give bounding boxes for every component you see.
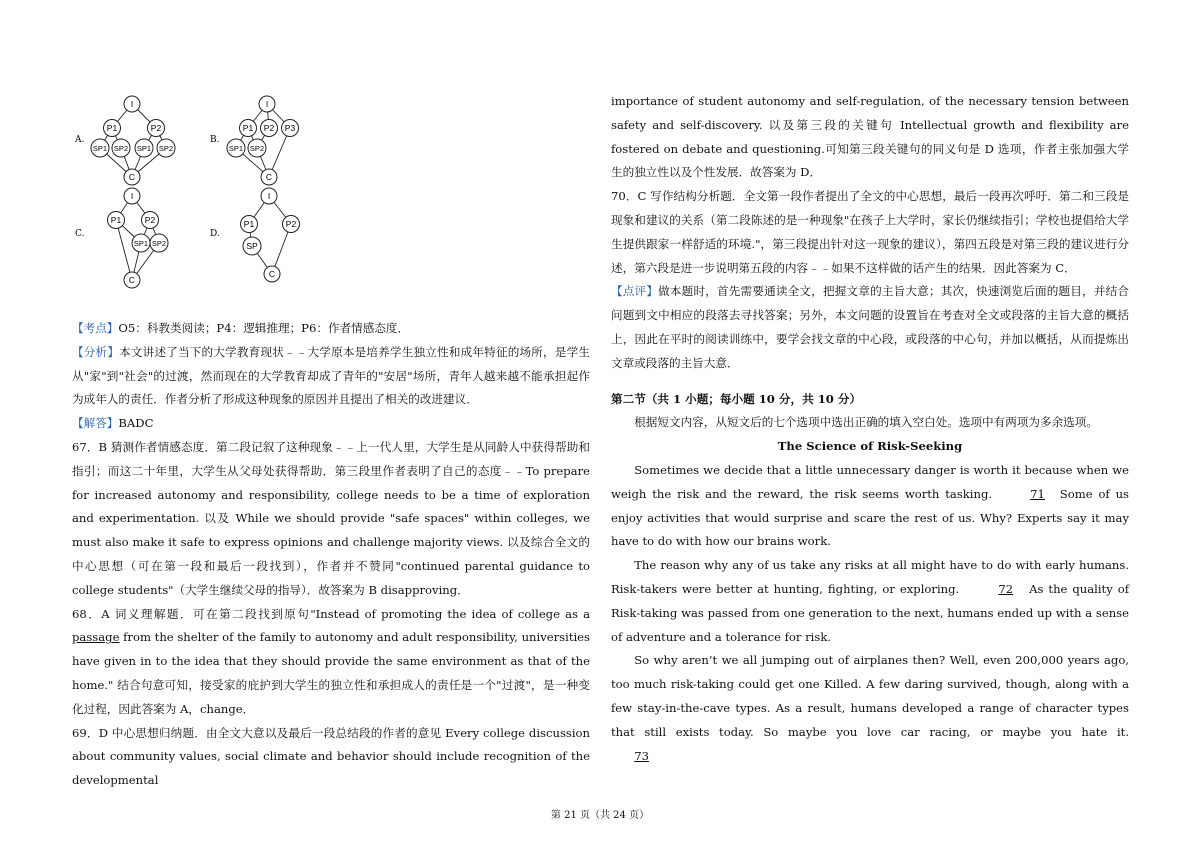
- dianping-tag: 【点评】: [611, 284, 659, 299]
- blank-71: 71: [1030, 486, 1045, 501]
- diagram-option-2: [210, 96, 299, 185]
- underlined-word: passage: [72, 630, 120, 645]
- section-title: 第二节（共 1 小题；每小题 10 分，共 10 分）: [611, 391, 862, 406]
- intro-label: I: [130, 191, 134, 201]
- point-label: P2: [150, 123, 162, 133]
- intro-label: I: [130, 99, 134, 109]
- subpoint-label: SP: [246, 241, 258, 251]
- subpoint-label: SP1: [133, 239, 149, 248]
- point-label: P1: [242, 123, 254, 133]
- subpoint-label: SP2: [249, 144, 265, 153]
- dianping-paragraph: [611, 280, 1129, 375]
- fenxi-paragraph: [72, 341, 590, 412]
- subpoint-label: SP2: [158, 144, 174, 153]
- page-footer: 第 21 页（共 24 页）: [550, 810, 650, 821]
- answer-67: 67．B 猜测作者情感态度．第二段记叙了这种现象﹣﹣上一代人里，大学生是从同龄人中获得帮助和指引；而这二十年里，大学生从父母处获得帮助．第三段里作者表明了自己的态度﹣﹣To prepare for increased autonomy and responsibility, college needs to be a time of exploration and experimentation. 以及 While we should provide "safe spaces" within colleges, we must also make it safe to express opinions and challenge majority views. 以及综合全文的中心思想（可在第一段和最后一段找到），作者并不赞同"continued parental guidance to college students"（大学生继续父母的指导）．故答案为 B disapproving．: [72, 439, 590, 597]
- conclusion-label: C: [265, 172, 273, 182]
- jieda-paragraph: [72, 412, 590, 436]
- dianping-text: 做本题时，首先需要通读全文，把握文章的主旨大意；其次，快速浏览后面的题目，并结合问题到文中相应的段落去寻找答案；另外，本文问题的设置旨在考查对全文或段落的主旨大意的概括上，因此在平时的阅读训练中，要学会找文章的中心段，或段落的中心句，并加以概括，从而提炼出文章或段落的主旨大意．: [611, 284, 1129, 370]
- right-column: [611, 90, 1129, 768]
- subpoint-label: SP2: [151, 239, 167, 248]
- answer-69-continued: importance of student autonomy and self-regulation, of the necessary tension between safety and self-discovery. 以及第三段的关键句 Intellectual growth and flexibility are fostered on debate and questioning.可知第三段关键句的同义句是 D 选项，作者主张加强大学生的独立性以及个性发展．故答案为 D．: [611, 94, 1129, 180]
- point-label: P1: [106, 123, 118, 133]
- spacer: [611, 376, 1129, 388]
- option-letter: B.: [210, 135, 220, 145]
- conclusion-label: C: [128, 275, 136, 285]
- diagram-option-3: [75, 188, 168, 288]
- passage-paragraph-1: Sometimes we decide that a little unnecessary danger is worth it because when we weigh the risk and the reward, the risk seems worth tasking. 71 Some of us enjoy activities that would surprise and scare the rest of us. Why? Experts say it may have to do with how our brains work.: [611, 462, 1129, 549]
- kaodian-paragraph: [72, 317, 590, 341]
- diagram-options: [72, 90, 590, 315]
- answer-70: 70．C 写作结构分析题．全文第一段作者提出了全文的中心思想，最后一段再次呼吁．第二和三段是现象和建议的关系（第二段陈述的是一种现象"在孩子上大学时，家长仍继续指引；学校也提倡给大学生提供跟家一样舒适的环境."，第三段提出针对这一现象的建议），第四五段是对第三段的建议进行分述，第六段是进一步说明第五段的内容﹣﹣如果不这样做的话产生的结果．因此答案为 C．: [611, 189, 1129, 275]
- fenxi-text: 本文讲述了当下的大学教育现状﹣﹣大学原本是培养学生独立性和成年特征的场所，是学生从"家"到"社会"的过渡，然而现在的大学教育却成了青年的"安居"场所，青年人越来越不能承担起作为成年人的责任．作者分析了形成这种现象的原因并且提出了相关的改进建议．: [72, 344, 590, 407]
- point-label: P3: [284, 123, 296, 133]
- point-label: P1: [243, 219, 255, 229]
- intro-label: I: [265, 99, 269, 109]
- kaodian-tag: 【考点】: [72, 321, 119, 335]
- jieda-tag: 【解答】: [72, 416, 119, 431]
- option-letter: C.: [75, 229, 85, 239]
- instructions: 根据短文内容，从短文后的七个选项中选出正确的填入空白处。选项中有两项为多余选项。: [634, 415, 1098, 430]
- structure-diagrams: [72, 90, 372, 315]
- conclusion-label: C: [268, 269, 276, 279]
- option-letter: A.: [75, 135, 85, 145]
- conclusion-label: C: [128, 172, 136, 182]
- jieda-text: BADC: [118, 416, 154, 431]
- answer-68: 68．A 词义理解题．可在第二段找到原句"Instead of promoting the idea of college as a passage from the shelter of the family to autonomy and adult responsibility, universities have given in to the idea that they should provide the same environment as that of the home." 结合句意可知，接受家的庇护到大学生的独立性和承担成人的责任是一个"过渡"，是一种变化过程，因此答案为 A，change．: [72, 606, 590, 716]
- point-label: P1: [110, 215, 122, 225]
- diagram-option-4: [210, 188, 300, 282]
- subpoint-label: SP1: [228, 144, 244, 153]
- passage-paragraph-3: So why aren’t we all jumping out of airplanes then? Well, even 200,000 years ago, too much risk-taking could get one Killed. A few daring survived, though, along with a few stay-in-the-cave types. As a result, humans developed a range of character types that still exists today. So maybe you love car racing, or maybe you hate it. 73: [611, 649, 1129, 768]
- diagram-option-1: [74, 96, 175, 185]
- passage-title: The Science of Risk-Seeking: [777, 439, 963, 454]
- passage-paragraph-2: The reason why any of us take any risks at all might have to do with early humans. Risk-takers were better at hunting, fighting, or exploring. 72 As the quality of Risk-taking was passed from one generation to the next, humans ended up with a sense of adventure and a tolerance for risk.: [611, 558, 1129, 644]
- blank-73: 73: [634, 748, 649, 763]
- point-label: P2: [285, 219, 297, 229]
- intro-label: I: [267, 191, 271, 201]
- answer-69: 69．D 中心思想归纳题．由全文大意以及最后一段总结段的作者的意见 Every college discussion about community values, social climate and behavior should include recognition of the developmental: [72, 725, 590, 788]
- fenxi-tag: 【分析】: [72, 344, 120, 359]
- point-label: P2: [144, 215, 156, 225]
- subpoint-label: SP1: [92, 144, 108, 153]
- blank-72: 72: [998, 581, 1014, 596]
- subpoint-label: SP1: [136, 144, 152, 153]
- kaodian-text: O5：科教类阅读；P4：逻辑推理；P6：作者情感态度．: [118, 321, 410, 335]
- point-label: P2: [263, 123, 275, 133]
- connector-line: [116, 220, 132, 280]
- option-letter: D.: [210, 229, 220, 239]
- subpoint-label: SP2: [113, 144, 129, 153]
- left-column: [72, 90, 590, 793]
